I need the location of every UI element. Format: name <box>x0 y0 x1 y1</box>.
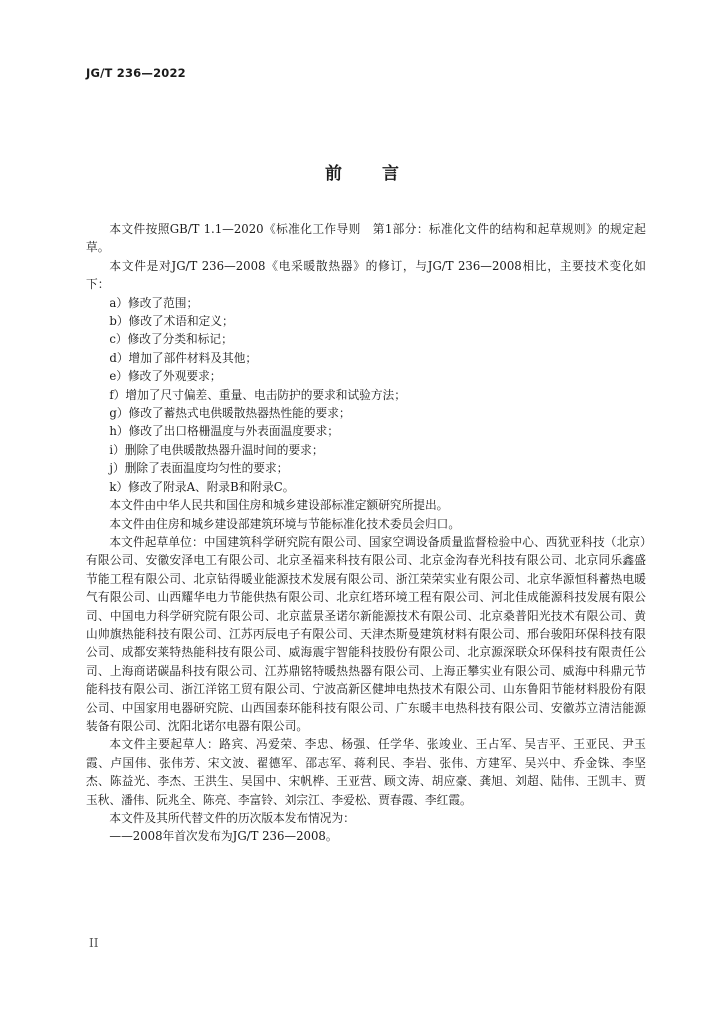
list-item: h）修改了出口格栅温度与外表面温度要求； <box>109 424 339 439</box>
paragraph-proposer: 本文件由中华人民共和国住房和城乡建设部标准定额研究所提出。 <box>109 498 449 513</box>
list-item: b）修改了术语和定义； <box>109 314 234 329</box>
paragraph-history-item: ——2008年首次发布为JG/T 236—2008。 <box>109 829 338 844</box>
list-item: f）增加了尺寸偏差、重量、电击防护的要求和试验方法； <box>109 387 406 402</box>
list-item: a）修改了范围； <box>109 295 199 310</box>
list-item: j）删除了表面温度均匀性的要求； <box>109 461 289 476</box>
list-item: i）删除了电供暖散热器升温时间的要求； <box>109 442 324 457</box>
body-text <box>86 220 646 846</box>
list-item: d）增加了部件材料及其他； <box>109 350 258 365</box>
list-item: c）修改了分类和标记； <box>109 332 233 347</box>
page-number: II <box>89 936 99 950</box>
paragraph-administrator: 本文件由住房和城乡建设部建筑环境与节能标准化技术委员会归口。 <box>109 516 461 531</box>
paragraph-history: 本文件及其所代替文件的历次版本发布情况为： <box>109 811 355 825</box>
paragraph-drafting-units: 本文件起草单位：中国建筑科学研究院有限公司、国家空调设备质量监督检验中心、西犹亚科技（北京）有限公司、安徽安泽电工有限公司、北京圣福来科技有限公司、北京金沟春光科技有限公司、北京同乐鑫盛节能工程有限公司、北京钻得暖业能源技术发展有限公司、浙江荣荣实业有限公司、北京华源恒科蓄热电暖气有限公司、山西耀华电力节能供热有限公司、北京红塔环境工程有限公司、河北佳成能源科技发展有限公司、中国电力科学研究院有限公司、北京蓝景圣诺尔新能源技术有限公司、北京桑普阳光技术有限公司、黄山帅旗热能科技有限公司、江苏丙辰电子有限公司、天津杰斯曼建筑材料有限公司、邢台骏阳环保科技有限公司、成都安莱特热能科技有限公司、威海震宇智能科技股份有限公司、北京源深联众环保科技有限责任公司、上海商诺碳晶科技有限公司、江苏鼎铭特暖热热器有限公司、上海正攀实业有限公司、威海中科鼎元节能科技有限公司、浙江洋铭工贸有限公司、宁波高新区健坤电热技术有限公司、山东鲁阳节能材料股份有限公司、中国家用电器研究院、山西国泰环能科技有限公司、广东暖丰电热科技有限公司、安徽苏立清洁能源装备有限公司、沈阳北诺尔电器有限公司。 <box>86 534 646 733</box>
list-item: g）修改了蓄热式电供暖散热器热性能的要求； <box>109 406 351 421</box>
list-item: k）修改了附录A、附录B和附录C。 <box>109 479 295 494</box>
changes-list <box>86 294 646 496</box>
paragraph-revision: 本文件是对JG/T 236—2008《电采暖散热器》的修订，与JG/T 236—2008相比，主要技术变化如下： <box>86 258 646 292</box>
standard-code: JG/T 236—2022 <box>86 66 186 80</box>
page-title: 前言 <box>325 164 439 184</box>
paragraph-drafters: 本文件主要起草人：路宾、冯爱荣、李忠、杨强、任学华、张竣业、王占军、吴吉平、王亚民、尹玉霞、卢国伟、张伟芳、宋文波、翟德军、邵志军、蒋利民、李岩、张伟、方建军、吴兴中、乔金铢、李坚杰、陈益光、李杰、王洪生、吴国中、宋帆桦、王亚营、顾文涛、胡应豪、龚旭、刘超、陆伟、王凯丰、贾玉秋、潘伟、阮兆全、陈亮、李富铃、刘宗江、李爱松、贾春霞、李红霞。 <box>86 737 646 807</box>
list-item: e）修改了外观要求； <box>109 369 222 384</box>
paragraph-basis: 本文件按照GB/T 1.1—2020《标准化工作导则 第1部分：标准化文件的结构和起草规则》的规定起草。 <box>86 222 646 255</box>
